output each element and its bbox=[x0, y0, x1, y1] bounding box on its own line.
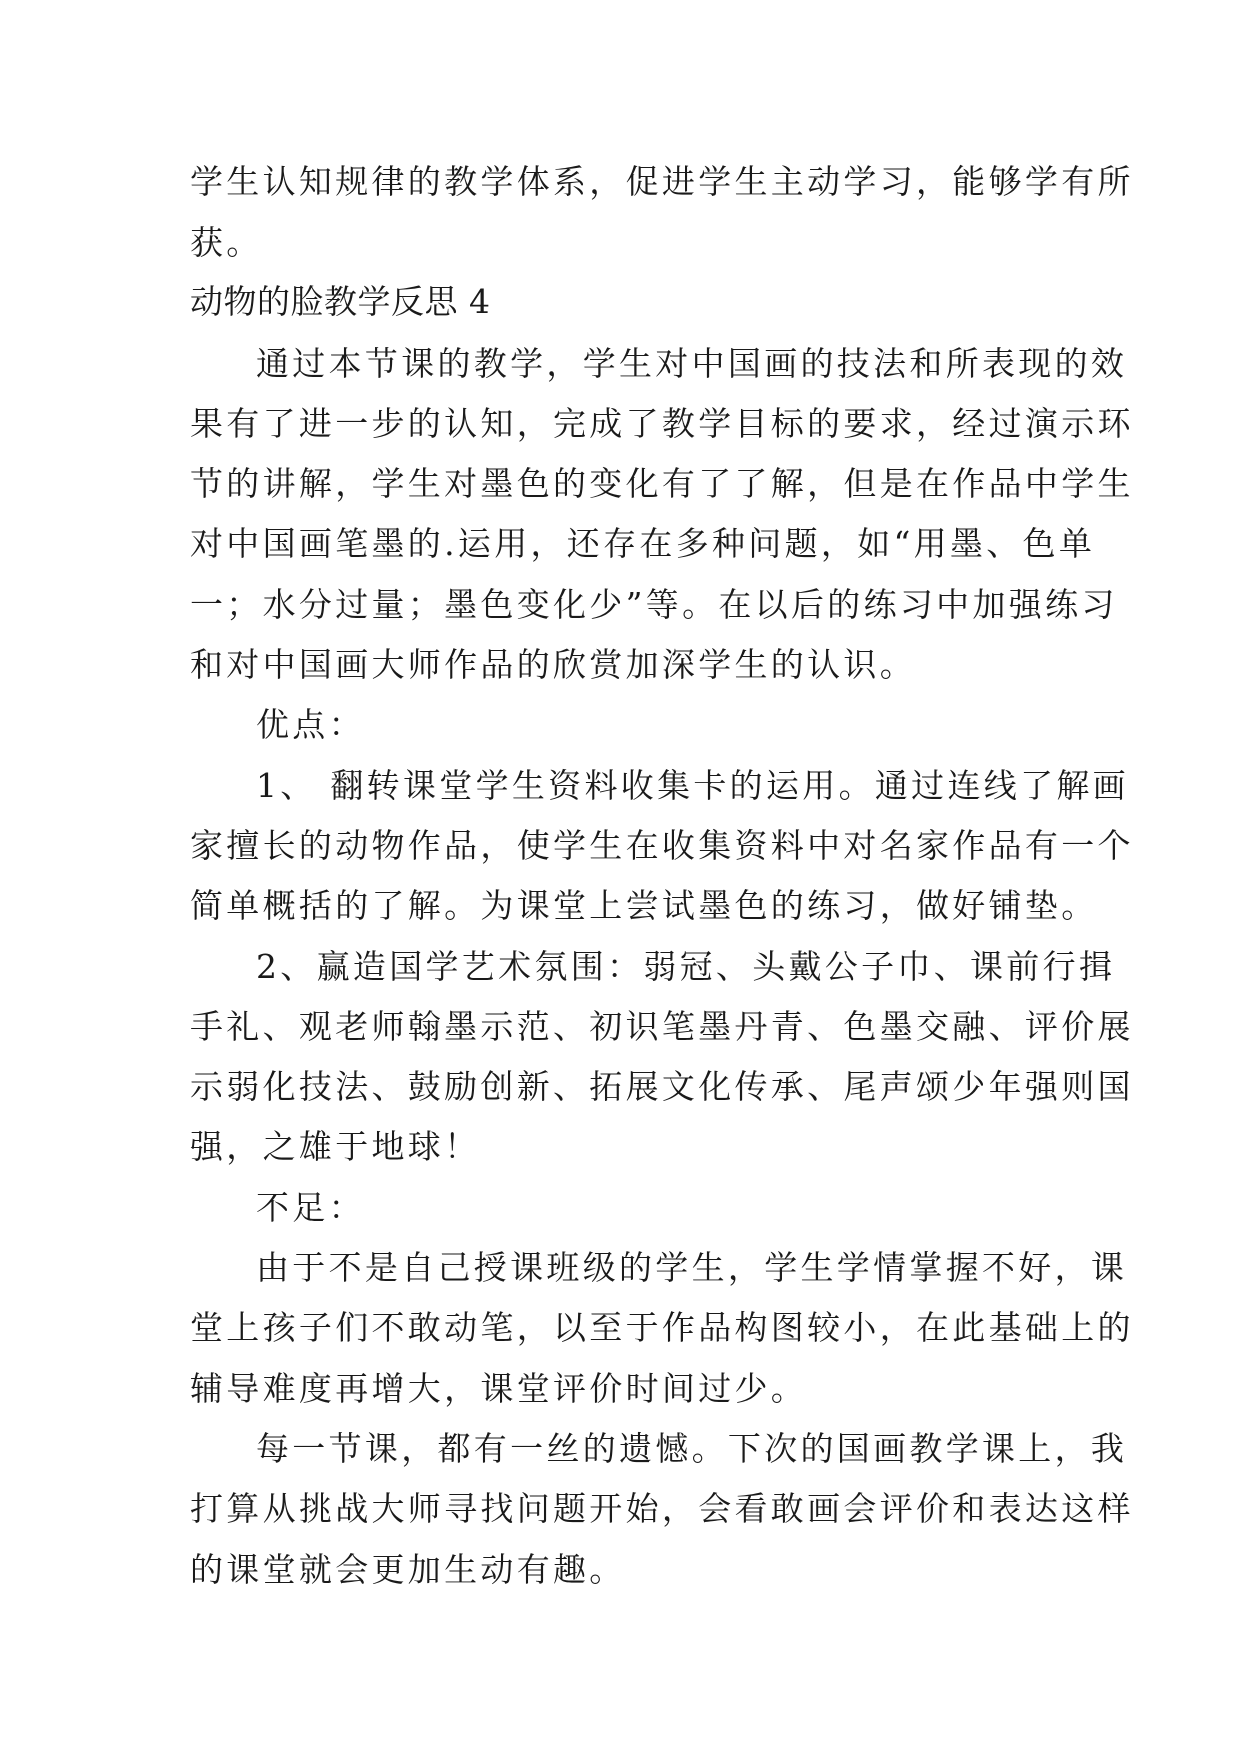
text-line: 获。 bbox=[190, 223, 263, 262]
text-line: 辅导难度再增大，课堂评价时间过少。 bbox=[190, 1369, 808, 1408]
text-line: 打算从挑战大师寻找问题开始，会看敢画会评价和表达这样 bbox=[190, 1489, 1134, 1528]
text-line: 节的讲解，学生对墨色的变化有了了解，但是在作品中学生 bbox=[190, 464, 1134, 503]
section-heading: 动物的脸教学反思 4 bbox=[190, 282, 491, 321]
text-line: 每一节课，都有一丝的遗憾。下次的国画教学课上，我 bbox=[256, 1429, 1128, 1468]
text-line: 由于不是自己授课班级的学生，学生学情掌握不好，课 bbox=[256, 1248, 1128, 1287]
text-line: 强，之雄于地球！ bbox=[190, 1127, 481, 1166]
subheading-advantages: 优点： bbox=[256, 705, 365, 744]
text-line: 家擅长的动物作品，使学生在收集资料中对名家作品有一个 bbox=[190, 826, 1134, 865]
text-line: 一；水分过量；墨色变化少”等。在以后的练习中加强练习 bbox=[190, 585, 1118, 624]
text-line: 和对中国画大师作品的欣赏加深学生的认识。 bbox=[190, 645, 916, 684]
text-line: 示弱化技法、鼓励创新、拓展文化传承、尾声颂少年强则国 bbox=[190, 1067, 1134, 1106]
text-line: 通过本节课的教学，学生对中国画的技法和所表现的效 bbox=[256, 344, 1128, 383]
text-line: 2、赢造国学艺术氛围：弱冠、头戴公子巾、课前行揖 bbox=[256, 947, 1116, 986]
text-line: 果有了进一步的认知，完成了教学目标的要求，经过演示环 bbox=[190, 404, 1134, 443]
subheading-shortcomings: 不足： bbox=[256, 1188, 365, 1227]
text-line: 简单概括的了解。为课堂上尝试墨色的练习，做好铺垫。 bbox=[190, 886, 1098, 925]
text-line: 学生认知规律的教学体系，促进学生主动学习，能够学有所 bbox=[190, 162, 1134, 201]
text-line: 1、 翻转课堂学生资料收集卡的运用。通过连线了解画 bbox=[256, 766, 1129, 805]
text-line: 手礼、观老师翰墨示范、初识笔墨丹青、色墨交融、评价展 bbox=[190, 1007, 1134, 1046]
text-line: 堂上孩子们不敢动笔，以至于作品构图较小，在此基础上的 bbox=[190, 1308, 1134, 1347]
text-line: 的课堂就会更加生动有趣。 bbox=[190, 1550, 626, 1589]
text-line: 对中国画笔墨的.运用，还存在多种问题，如“用墨、色单 bbox=[190, 524, 1096, 563]
